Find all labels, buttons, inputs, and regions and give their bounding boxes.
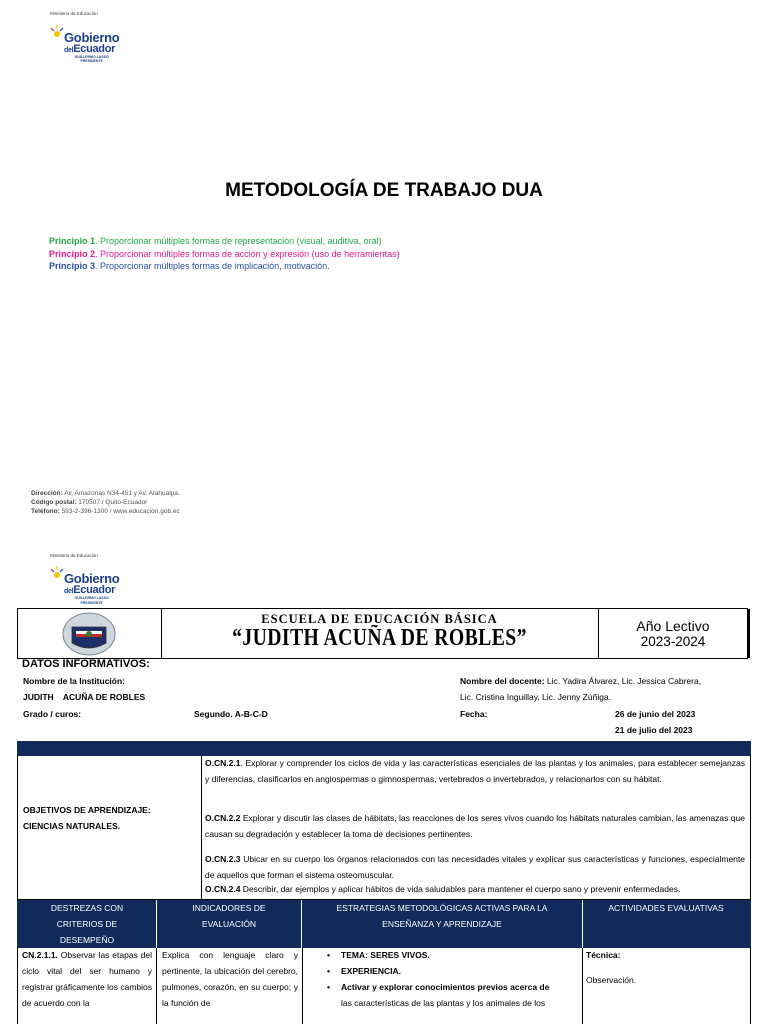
principle-3-text: . Proporcionar múltiples formas de implicación, motivación. [95,261,330,271]
principle-2-label: Principio 2 [49,248,96,259]
logo-line-2 [64,585,119,596]
footer-tel [31,507,180,516]
planning-sheet [17,608,751,1024]
destreza-text: Observar las etapas del ciclo vital del ser humano y registrar gráficamente los cambios de acuerdo con la [22,950,152,1008]
page-title: METODOLOGÍA DE TRABAJO DUA [225,180,543,201]
school-name-line2: “JUDITH ACUÑA DE ROBLES” [232,625,527,651]
institution-label: Nombre de la Institución: [23,676,126,686]
indicador-cell: Explica con lenguaje claro y pertinente, la ubicación del cerebro, pulmones, corazón, en su cuerpo; y la función de [162,950,298,1008]
cp-label: Código postal: [31,499,77,506]
sun-icon [50,25,64,37]
objective-4-text: Describir, dar ejemplos y aplicar hábitos de vida saludables para mantener el cuerpo sano y prevenir enfermedades. [240,884,681,894]
list-item: • EXPERIENCIA. [325,963,590,979]
logo-sub-2: PRESIDENTE [80,600,103,605]
table-header-row [17,900,751,948]
header-indicadores: INDICADORES DE EVALUACIÓN [192,903,266,929]
school-emblem-cell [18,609,162,658]
logo-sub-1: GUILLERMO LASSO [74,596,109,600]
institution-value: JUDITH ACUÑA DE ROBLES [23,692,146,702]
col-sep [156,948,157,1024]
logo-line-1: Gobierno [64,571,120,586]
logo-line-1: Gobierno [64,30,120,45]
footer-cp [31,498,180,507]
header-actividades: ACTIVIDADES EVALUATIVAS [608,903,724,913]
header-estrategias: ESTRATEGIAS METODOLÓGICAS ACTIVAS PARA LA ENSEÑANZA Y APRENDIZAJE [336,903,548,929]
government-logo-2 [50,566,119,605]
dir-label: Dirección: [31,490,63,497]
dir-value: Av. Amazonas N34-451 y Av. Atahualpa. [62,490,180,497]
docente-value-1: Lic. Yadira Álvarez, Lic. Jessica Cabrera, [544,676,702,686]
cp-value: 170507 / Quito-Ecuador [76,499,148,506]
principle-2-text: . Proporcionar múltiples formas de acción y expresión (uso de herramientas) [95,248,400,259]
school-emblem-icon [18,609,161,658]
principle-3-label: Principio 3 [49,261,96,271]
ministry-label-2: Ministerio de Educación [50,553,98,558]
grado-value: Segundo. A-B-C-D [194,709,268,719]
fecha-value-1: 26 de junio del 2023 [615,709,696,719]
tel-value: 593-2-396-1300 / www.educacion.gob.ec [59,508,180,515]
objectives-section [17,756,751,900]
header-edge [747,609,750,658]
school-year-cell [598,609,747,658]
logo-ecuador: Ecuador [73,584,116,596]
destreza-code: CN.2.1.1. [22,950,58,960]
tecnica-value: Observación. [586,975,637,985]
objectives-label-cell [18,756,202,899]
school-header [17,608,748,659]
school-name-line1: ESCUELA DE EDUCACIÓN BÁSICA [261,612,498,626]
objective-4-code: O.CN.2.4 [205,884,241,894]
objective-1-code: O.CN.2.1 [205,758,241,768]
destreza-cell [22,947,152,1011]
objective-3-code: O.CN.2.3 [205,854,241,864]
list-item: • TEMA: SERES VIVOS. [325,947,590,963]
fecha-value-2: 21 de julio del 2023 [615,725,693,735]
grado-label: Grado / curos: [23,709,82,719]
sun-icon [50,566,64,578]
header-destrezas: DESTREZAS CON CRITERIOS DE DESEMPEÑO [50,903,124,945]
tecnica-label: Técnica: [586,950,621,960]
objectives-label-1: OBJETIVOS DE APRENDIZAJE: [23,805,151,815]
objective-4 [205,881,745,897]
objective-3 [205,851,745,883]
logo-ecuador: Ecuador [73,43,116,55]
government-logo [50,25,119,63]
principles-list [49,235,400,273]
objective-1 [205,755,745,787]
objective-2-text: Explorar y discutir las clases de hábitats, las reacciones de los seres vivos cuando los hábitats naturales cambian, las amenazas que causan su degradación y establecer la toma de decisiones pertinentes. [205,813,745,839]
principle-1-label: Principio 1 [49,236,96,246]
header-sep [156,900,157,948]
principle-1-text: . Proporcionar múltiples formas de representación (visual, auditiva, oral) [95,236,382,246]
datos-title: DATOS INFORMATIVOS: [22,658,150,670]
docente-line1 [460,676,701,686]
list-item: • Activar y explorar conocimientos previos acerca de [325,979,590,995]
objectives-label-2: CIENCIAS NATURALES. [23,821,121,831]
objective-1-text: . Explorar y comprender los ciclos de vida y las características esenciales de las plantas y los animales, para establecer semejanzas y diferencias, clasificarlos en angiospermas o gimnospermas, vertebrados o invertebrados, y relacionarlos con su hábitat. [205,758,745,784]
tel-label: Teléfono: [31,508,60,515]
year-value: 2023-2024 [640,634,706,649]
logo-del: del [64,47,74,54]
footer-direccion [31,489,180,498]
docente-label: Nombre del docente: [460,676,545,686]
ministry-label: Ministerio de Educación [50,11,98,16]
objective-2 [205,810,745,842]
logo-del: del [64,588,74,595]
estrategias-list [325,947,590,1011]
docente-value-2: Lic. Cristina Inguillay, Lic. Jenny Zúñiga. [460,692,612,702]
objectives-label [23,802,151,834]
objective-3-text: Ubicar en su cuerpo los órganos relacionados con las necesidades vitales y explicar sus características y funciones, especialmente de aquellos que forman el sistema osteomuscular. [205,854,745,880]
objective-2-code: O.CN.2.2 [205,813,241,823]
year-label: Año Lectivo [636,618,710,634]
logo-sub-1: GUILLERMO LASSO [74,55,109,59]
section-divider [17,741,751,756]
col-sep [302,948,303,1024]
logo-sub-2: PRESIDENTE [80,58,103,63]
principle-3 [49,260,400,273]
fecha-label: Fecha: [460,709,488,719]
header-sep [301,900,302,948]
principle-2 [49,248,400,261]
list-item-continued: las características de las plantas y los animales de los [341,998,546,1008]
logo-line-2 [64,44,119,55]
principle-1 [49,235,400,248]
footer-address [31,489,180,516]
